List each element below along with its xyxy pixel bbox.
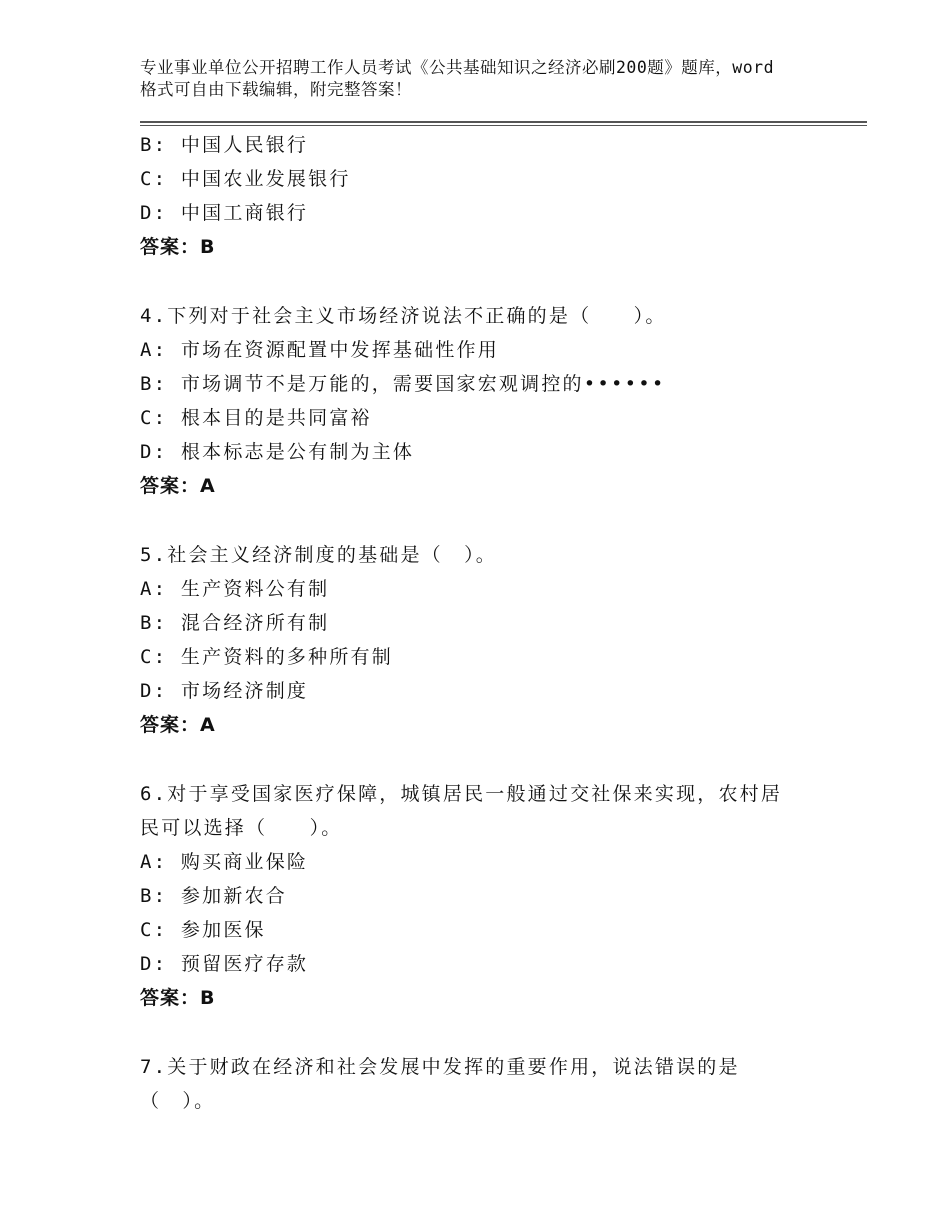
option-c: C: 参加医保 — [140, 919, 266, 941]
question-text: 7.关于财政在经济和社会发展中发挥的重要作用，说法错误的是（ ）。 — [140, 1056, 740, 1112]
option-d: D: 市场经济制度 — [140, 680, 309, 702]
question-text: 5.社会主义经济制度的基础是（ ）。 — [140, 544, 497, 566]
option-c: C: 中国农业发展银行 — [140, 168, 351, 190]
option-a: A: 生产资料公有制 — [140, 578, 330, 600]
option-a: A: 购买商业保险 — [140, 851, 309, 873]
answer: 答案：A — [140, 714, 216, 736]
answer: 答案：A — [140, 475, 216, 497]
header-divider — [140, 121, 867, 123]
partial-question — [140, 128, 830, 264]
answer: 答案：B — [140, 236, 216, 258]
question-5 — [140, 538, 830, 742]
question-list — [140, 128, 830, 1118]
question-6 — [140, 777, 830, 1015]
option-c: C: 根本目的是共同富裕 — [140, 407, 372, 429]
question-text: 6.对于享受国家医疗保障，城镇居民一般通过交社保来实现，农村居民可以选择（ ）。 — [140, 783, 783, 839]
option-b: B: 中国人民银行 — [140, 134, 309, 156]
option-b: B: 参加新农合 — [140, 885, 287, 907]
option-b: B: 混合经济所有制 — [140, 612, 330, 634]
header-divider-thin — [140, 125, 867, 126]
option-a: A: 市场在资源配置中发挥基础性作用 — [140, 339, 499, 361]
option-d: D: 预留医疗存款 — [140, 953, 309, 975]
option-d: D: 中国工商银行 — [140, 202, 309, 224]
option-b: B: 市场调节不是万能的，需要国家宏观调控的•••••• — [140, 373, 666, 395]
option-d: D: 根本标志是公有制为主体 — [140, 441, 415, 463]
question-7 — [140, 1050, 830, 1118]
document-header: 专业事业单位公开招聘工作人员考试《公共基础知识之经济必刷200题》题库，word格式可自由下载编辑，附完整答案！ — [140, 58, 775, 99]
answer: 答案：B — [140, 987, 216, 1009]
option-c: C: 生产资料的多种所有制 — [140, 646, 393, 668]
question-text: 4.下列对于社会主义市场经济说法不正确的是（ ）。 — [140, 305, 667, 327]
question-4 — [140, 299, 830, 503]
